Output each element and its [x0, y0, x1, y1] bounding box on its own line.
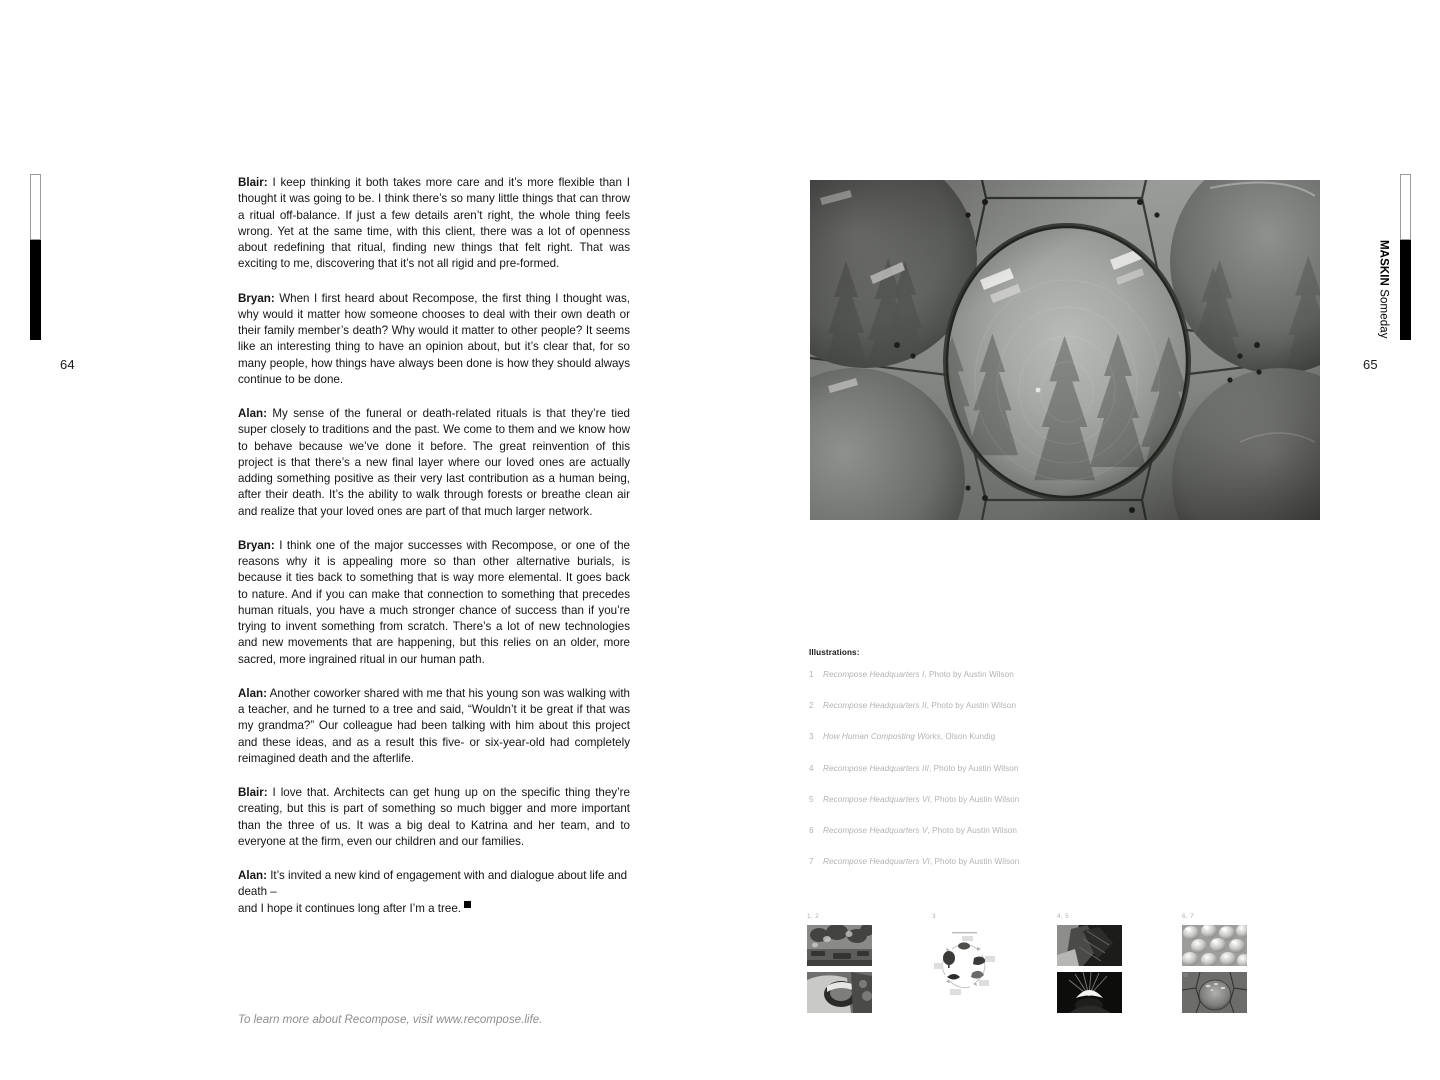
marker-bar-outline-segment	[30, 174, 41, 240]
illustration-number: 3	[809, 732, 814, 742]
thumbnail-group-label: 4, 5	[1057, 913, 1070, 920]
thumbnail-group-label: 3	[932, 913, 936, 920]
interview-text-column	[238, 175, 630, 917]
illustration-credit-row	[809, 732, 1229, 741]
illustration-text	[823, 764, 1018, 773]
page-number-left: 64	[60, 357, 75, 372]
thumbnail-group	[1057, 913, 1122, 1019]
illustrations-credits-block	[809, 648, 1229, 888]
illustration-title: Recompose Headquarters II	[823, 701, 927, 711]
thumbnail-group	[932, 913, 997, 1019]
illustration-text	[823, 857, 1019, 866]
interview-paragraph	[238, 785, 630, 850]
illustration-credit: , Photo by Austin Wilson	[929, 857, 1020, 867]
thumbnail-recompose-hq-5	[1182, 925, 1247, 966]
illustration-credit-row	[809, 826, 1229, 835]
illustration-credit: , Photo by Austin Wilson	[928, 763, 1019, 773]
illustration-text	[823, 795, 1019, 804]
thumbnail-artwork	[932, 925, 997, 1011]
illustration-number: 5	[809, 794, 814, 804]
page-number-right: 65	[1363, 357, 1378, 372]
paragraph-body: Another coworker shared with me that his young son was walking with a teacher, and he turned to a tree and said, “Wouldn’t it be great if that was my grandma?” Our colleague had been talking with him about this project and these ideas, and as a result this five- or six-year-old had completely reimagined death and the afterlife.	[238, 686, 630, 765]
illustration-credit-row	[809, 670, 1229, 679]
illustration-title: Recompose Headquarters III	[823, 763, 929, 773]
interview-paragraph-final	[238, 868, 630, 917]
illustration-credit-row	[809, 764, 1229, 773]
illustration-number: 6	[809, 825, 814, 835]
illustration-number: 1	[809, 670, 814, 679]
illustration-number: 2	[809, 701, 814, 711]
paragraph-speaker: Bryan:	[238, 538, 275, 552]
thumbnail-group-label: 1, 2	[807, 913, 820, 920]
left-page-marker-bar	[30, 174, 41, 340]
thumbnail-artwork	[1182, 972, 1247, 1013]
marker-bar-solid-segment	[30, 240, 41, 340]
illustration-title: Recompose Headquarters VI	[823, 857, 930, 867]
interview-paragraph	[238, 175, 630, 273]
paragraph-speaker: Blair:	[238, 176, 268, 189]
thumbnail-group	[1182, 913, 1247, 1019]
illustration-title: Recompose Headquarters VI	[823, 794, 930, 804]
end-of-article-marker	[464, 901, 471, 908]
paragraph-body: I think one of the major successes with Recompose, or one of the reasons why it is appealing more so than other alternative burials, is because it ties back to something that is way more elemental. It goes back to nature. And if you can make that connection to something that precedes human rituals, you have a much stronger chance of success than if you’re trying to invent something from scratch. There’s a lot of new technologies and new movements that are happening, but this relies on an older, more sacred, more ingrained ritual in our human path.	[238, 538, 630, 666]
illustrations-heading: Illustrations:	[809, 648, 860, 657]
thumbnail-artwork	[1057, 925, 1122, 966]
thumbnail-recompose-hq-7	[1182, 972, 1247, 1013]
paragraph-speaker: Blair:	[238, 786, 268, 799]
illustration-credit: , Photo by Austin Wilson	[926, 701, 1017, 711]
thumbnail-recompose-hq-6	[1057, 972, 1122, 1013]
thumbnail-artwork	[807, 972, 872, 1013]
thumbnail-artwork	[1057, 972, 1122, 1013]
illustration-credit-row	[809, 795, 1229, 804]
interview-paragraph	[238, 686, 630, 767]
running-head-subtitle: Someday	[1377, 289, 1390, 339]
illustrations-list	[809, 670, 1229, 866]
thumbnail-group-label: 6, 7	[1182, 913, 1195, 920]
thumbnail-group	[807, 913, 872, 1019]
illustration-credit: , Photo by Austin Wilson	[924, 670, 1014, 679]
illustration-title: How Human Composting Works	[823, 732, 941, 742]
thumbnail-recompose-hq-2	[807, 972, 872, 1013]
paragraph-body: When I first heard about Recompose, the first thing I thought was, why would it matter how someone chooses to deal with their own death or their family member’s death? Why would it matter to other people? It seems like an interesting thing to have an opinion about, but it’s clear that, for so many people, how things have always been done is how they should always continue to be done.	[238, 291, 630, 386]
interview-paragraph	[238, 538, 630, 668]
paragraph-body: I keep thinking it both takes more care and it’s more flexible than I thought it was going to be. I think there’s so many little things that can throw a ritual off-balance. If just a few details aren’t right, the whole thing feels wrong. Yet at the same time, with this client, there was a lot of openness about redefining that ritual, finding new things that felt right. That was exciting to me, discovering that it’s not all rigid and pre-formed.	[238, 176, 630, 271]
paragraph-speaker: Alan:	[238, 686, 267, 700]
illustration-credit: , Photo by Austin Wilson	[927, 825, 1018, 835]
illustration-text	[823, 732, 995, 741]
hero-photograph-artwork	[810, 180, 1320, 520]
interview-paragraph	[238, 291, 630, 389]
paragraph-body-line-one: It’s invited a new kind of engagement with and dialogue about life and death –	[238, 869, 628, 899]
right-page-marker-bar	[1400, 174, 1411, 340]
thumbnail-index-grid	[807, 913, 1227, 1019]
illustration-text	[823, 701, 1016, 710]
running-head-title: MASKIN	[1377, 240, 1390, 286]
marker-bar-solid-segment	[1400, 240, 1411, 340]
illustration-credit-row	[809, 701, 1229, 710]
paragraph-body: My sense of the funeral or death-related rituals is that they’re tied super closely to traditions and the past. We come to them and we know how to behave because we’ve done it before. The great reinvention of this project is that there’s a new final layer where our loved ones are actually adding something positive as their very last contribution as a human being, after their death. It’s the ability to walk through forests or breathe clean air and realize that your loved ones are part of that much larger network.	[238, 407, 630, 518]
thumbnail-artwork	[1182, 925, 1247, 966]
illustration-text	[823, 670, 1014, 679]
paragraph-speaker: Bryan:	[238, 291, 275, 305]
thumbnail-artwork	[807, 925, 872, 966]
illustration-credit: , Olson Kundig	[940, 732, 996, 742]
hero-photograph	[810, 180, 1320, 520]
illustration-number: 4	[809, 763, 814, 773]
paragraph-speaker: Alan:	[238, 869, 267, 882]
thumbnail-how-human-composting-works	[932, 925, 997, 1011]
illustration-title: Recompose Headquarters I	[823, 670, 925, 679]
illustration-credit-row	[809, 857, 1229, 866]
paragraph-body-line-two: and I hope it continues long after I’m a tree.	[238, 901, 461, 915]
thumbnail-recompose-hq-3	[1057, 925, 1122, 966]
closing-note: To learn more about Recompose, visit www.recompose.life.	[238, 1013, 543, 1026]
interview-paragraph	[238, 406, 630, 520]
paragraph-body: I love that. Architects can get hung up on the specific thing they’re creating, but this is part of something so much bigger and more important than the three of us. It was a big deal to Katrina and her team, and to everyone at the firm, even our children and our families.	[238, 786, 630, 848]
thumbnail-recompose-hq-1	[807, 925, 872, 966]
marker-bar-outline-segment	[1400, 174, 1411, 240]
illustration-number: 7	[809, 857, 814, 867]
running-head	[1377, 240, 1389, 339]
paragraph-speaker: Alan:	[238, 407, 267, 420]
illustration-title: Recompose Headquarters V	[823, 825, 928, 835]
illustration-credit: , Photo by Austin Wilson	[929, 794, 1020, 804]
illustration-text	[823, 826, 1017, 835]
